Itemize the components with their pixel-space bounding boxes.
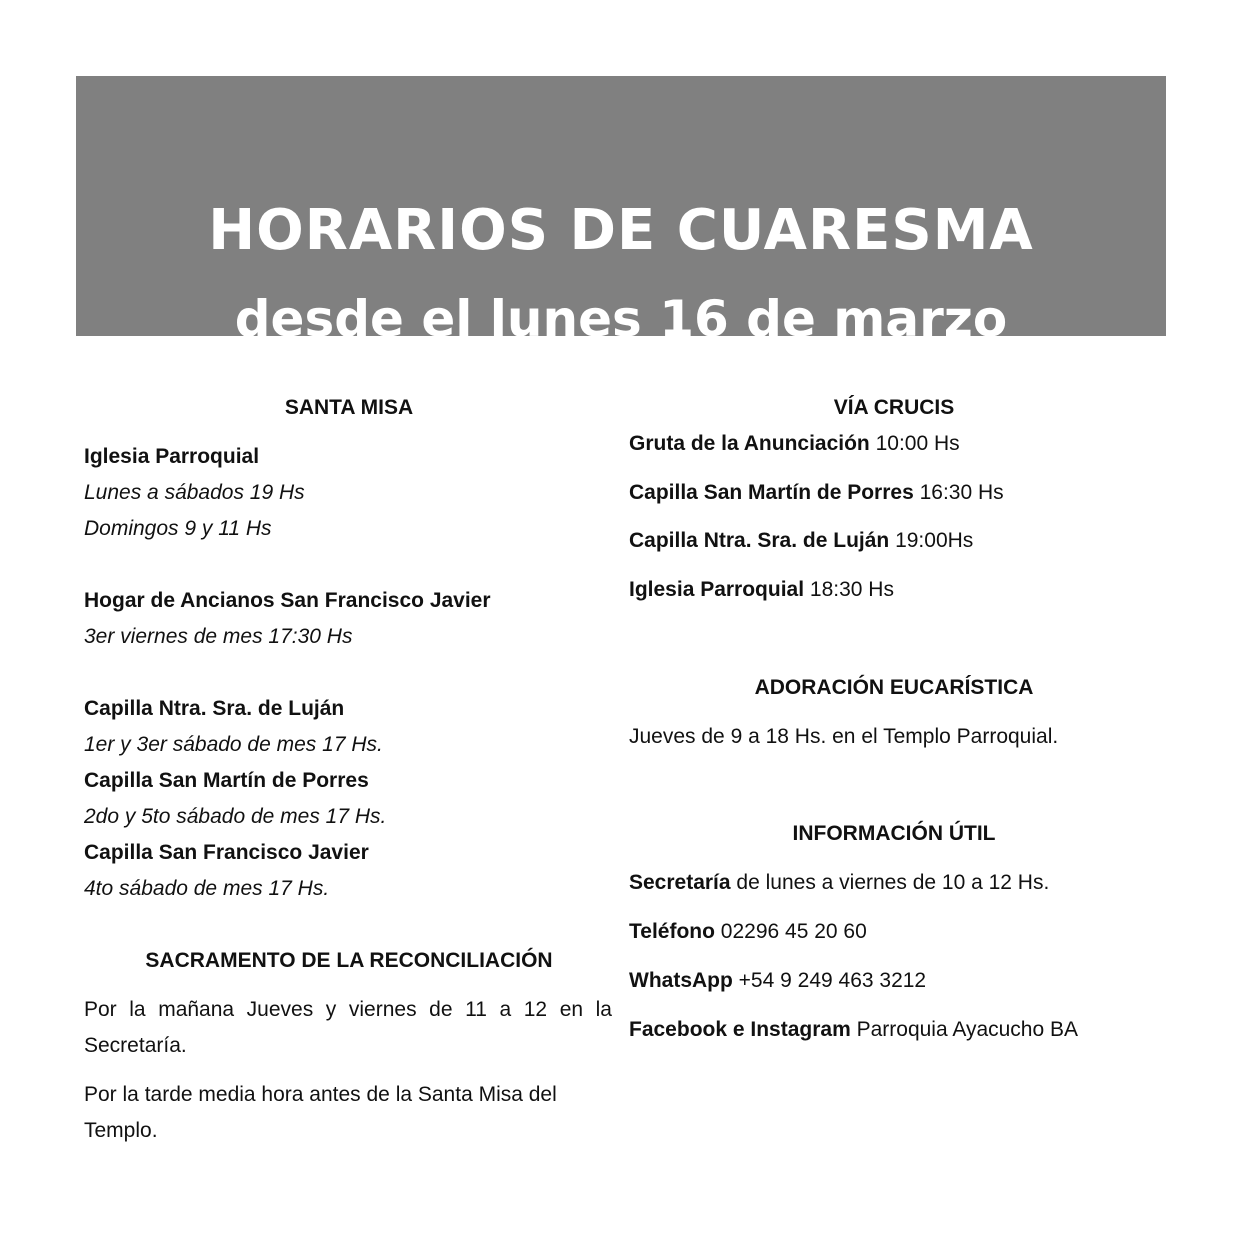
reconciliacion-morning: Por la mañana Jueves y viernes de 11 a 12 en la Secretaría. xyxy=(84,998,612,1057)
via-crucis-item xyxy=(629,576,894,604)
info-item-secretaria xyxy=(629,869,1049,897)
via-crucis-item xyxy=(629,479,1004,507)
hogar-ancianos-name: Hogar de Ancianos San Francisco Javier xyxy=(84,589,491,612)
reconciliacion-heading: SACRAMENTO DE LA RECONCILIACIÓN xyxy=(145,949,553,972)
via-crucis-place: Capilla Ntra. Sra. de Luján xyxy=(629,529,890,552)
via-crucis-place: Iglesia Parroquial xyxy=(629,578,805,601)
info-label: Facebook e Instagram xyxy=(629,1018,851,1041)
via-crucis-item xyxy=(629,527,973,555)
via-crucis-place: Gruta de la Anunciación xyxy=(629,432,870,455)
via-crucis-time: 18:30 Hs xyxy=(809,578,894,601)
hogar-ancianos-schedule: 3er viernes de mes 17:30 Hs xyxy=(84,625,353,648)
capilla-porres-name: Capilla San Martín de Porres xyxy=(84,769,369,792)
banner-subtitle: desde el lunes 16 de marzo xyxy=(234,290,1008,348)
via-crucis-place: Capilla San Martín de Porres xyxy=(629,481,914,504)
via-crucis-heading: VÍA CRUCIS xyxy=(833,396,955,419)
title-banner xyxy=(76,76,1166,348)
via-crucis-time: 19:00Hs xyxy=(895,529,974,552)
info-label: WhatsApp xyxy=(629,969,733,992)
iglesia-schedule-sundays: Domingos 9 y 11 Hs xyxy=(84,517,272,540)
via-crucis-time: 10:00 Hs xyxy=(875,432,960,455)
reconciliacion-afternoon: Por la tarde media hora antes de la Santa Misa del Templo. xyxy=(84,1083,557,1142)
adoracion-text: Jueves de 9 a 18 Hs. en el Templo Parroquial. xyxy=(629,725,1059,748)
info-label: Teléfono xyxy=(629,920,715,943)
iglesia-parroquial-name: Iglesia Parroquial xyxy=(84,445,260,468)
info-heading: INFORMACIÓN ÚTIL xyxy=(792,822,996,845)
capilla-lujan-name: Capilla Ntra. Sra. de Luján xyxy=(84,697,345,720)
via-crucis-time: 16:30 Hs xyxy=(919,481,1004,504)
info-value: +54 9 249 463 3212 xyxy=(738,969,927,992)
capilla-porres-schedule: 2do y 5to sábado de mes 17 Hs. xyxy=(84,805,387,828)
santa-misa-heading: SANTA MISA xyxy=(284,396,414,419)
info-item-whatsapp xyxy=(629,967,926,995)
info-item-telefono xyxy=(629,918,867,946)
info-value: de lunes a viernes de 10 a 12 Hs. xyxy=(736,871,1050,894)
capilla-lujan-schedule: 1er y 3er sábado de mes 17 Hs. xyxy=(84,733,383,756)
capilla-javier-schedule: 4to sábado de mes 17 Hs. xyxy=(84,877,330,900)
info-value: Parroquia Ayacucho BA xyxy=(856,1018,1079,1041)
capilla-javier-name: Capilla San Francisco Javier xyxy=(84,841,369,864)
iglesia-schedule-weekdays: Lunes a sábados 19 Hs xyxy=(84,481,305,504)
info-label: Secretaría xyxy=(629,871,731,894)
adoracion-heading: ADORACIÓN EUCARÍSTICA xyxy=(754,676,1034,699)
banner-title: HORARIOS DE CUARESMA xyxy=(208,198,1034,263)
info-value: 02296 45 20 60 xyxy=(720,920,867,943)
info-item-social xyxy=(629,1016,1078,1044)
via-crucis-item xyxy=(629,430,960,458)
